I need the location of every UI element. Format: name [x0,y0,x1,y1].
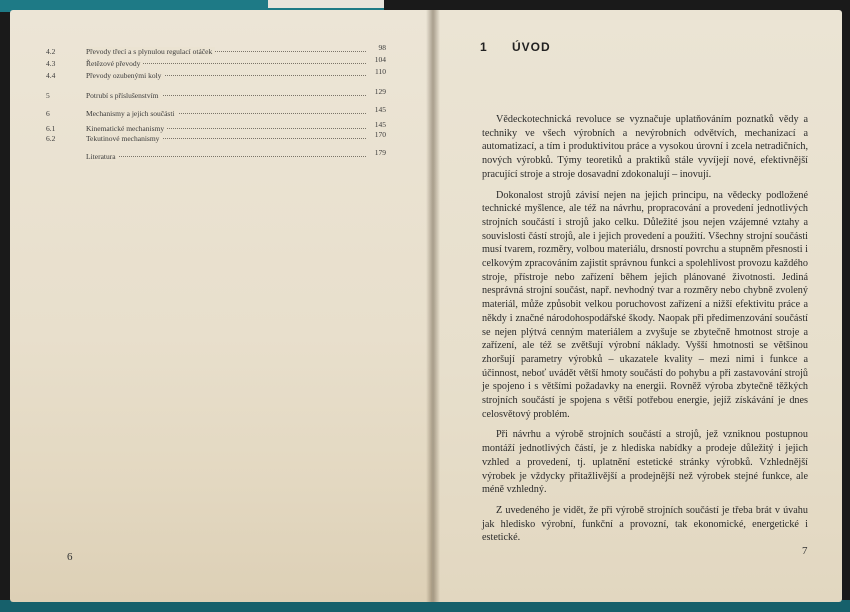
toc-title: Potrubí s příslušenstvím [86,90,162,102]
chapter-number: 1 [480,40,488,54]
toc-leader-dots [86,155,366,157]
chapter-heading [480,40,551,54]
toc-page: 179 [374,148,386,157]
toc-number: 4.2 [46,47,56,56]
toc-title: Kinematické mechanismy [86,123,167,135]
cover-label-mark [268,0,384,8]
toc-title: Literatura [86,151,119,163]
toc-page: 110 [375,67,386,76]
toc-row [46,105,386,120]
toc-page: 98 [378,43,386,52]
toc-number: 5 [46,91,50,100]
toc-title: Převody třecí a s plynulou regulací otáček [86,46,215,58]
book-gutter [426,10,440,602]
toc-page: 129 [374,87,386,96]
toc-page: 145 [374,120,386,129]
paragraph: Dokonalost strojů závisí nejen na jejich principu, na vědecky podložené technické myšlence, ale též na návrhu, propracování a provedení jednotlivých strojních součástí i strojů jako celku. Důležité jsou nejen vzájemné vztahy a souvislosti částí strojů, ale i jejich provedení a použití. Všechny strojní součásti musí tvarem, rozměry, volbou materiálu, drsností povrchu a stupněm přesnosti i celkovým zpracováním zajistit správnou funkci a spolehlivost provozu každého stroje, přístroje nebo zařízení během jejich plánované životnosti. Jediná nesprávná strojní součást, např. nevhodný tvar a rozměry nebo chybně zvolený materiál, může způsobit velkou poruchovost zařízení a nižší efektivitu práce a někdy i značné národohospodářské škody. Naopak při předimenzování součástí se nejen plýtvá cenným materiálem a zvyšuje se zbytečně hmotnost stroje a zařízení, ale též se zvětšují výrobní náklady. Vyšší hmotnosti se většinou zhoršují parametry výrobků – ukazatele kvality – mezi nimi i funkce a účinnost, neboť uvádět větší hmoty součástí do pohybu a při zastavování strojů je spojeno i s většími požadavky na energii. Rovněž výroba zbytečně těžkých strojních součástí je spojena s větší potřebou energie, jejíž získávání je dnes celosvětový problém. [482,189,808,420]
toc-page: 104 [374,55,386,64]
toc-number: 4.3 [46,59,56,68]
toc-row [46,87,386,102]
toc-row [46,67,386,82]
toc-row [46,130,386,145]
chapter-body [482,113,808,552]
paragraph: Z uvedeného je vidět, že při výrobě strojních součástí je třeba brát v úvahu jak hledisko výrobní, funkční a provozní, tak ekonomické, energetické i estetické. [482,504,808,544]
toc-title: Řetězové převody [86,58,143,70]
toc-title: Mechanismy a jejich součásti [86,108,178,120]
toc-number: 4.4 [46,71,56,80]
toc-row [46,43,386,58]
toc-row [46,55,386,70]
right-page-number: 7 [802,545,808,557]
toc-title: Tekutinové mechanismy [86,133,162,145]
toc-title: Převody ozubenými koly [86,70,164,82]
toc-number: 6.2 [46,134,56,143]
left-page-number: 6 [67,551,73,563]
chapter-title: ÚVOD [512,40,551,54]
paragraph: Vědeckotechnická revoluce se vyznačuje uplatňováním poznatků vědy a techniky ve všech výrobních a nevýrobních odvětvích, mechanizací a automatizací, a tím i produktivitou práce a vysokou úrovní i zcela netradičních, nových výrobků. Týmy teoretiků a praktiků stále vyvíjejí nové, efektivnější pracující stroje a stroje dosavadní zdokonalují – inovují. [482,114,808,180]
toc-number: 6.1 [46,124,56,133]
toc-row [46,148,386,163]
toc-number: 6 [46,109,50,118]
paragraph: Při návrhu a výrobě strojních součástí a strojů, jež vzniknou postupnou montáží jednotlivých částí, je z hlediska nabídky a prodeje důležitý i jejich vzhled a provedení, tj. uplatnění estetické stránky výrobků. Vzhlednější výrobek je vždycky přitažlivější a prodejnější než výrobek stejné funkce, ale méně vzhledný. [482,429,808,496]
toc-page: 170 [374,130,386,139]
toc-page: 145 [374,105,386,114]
